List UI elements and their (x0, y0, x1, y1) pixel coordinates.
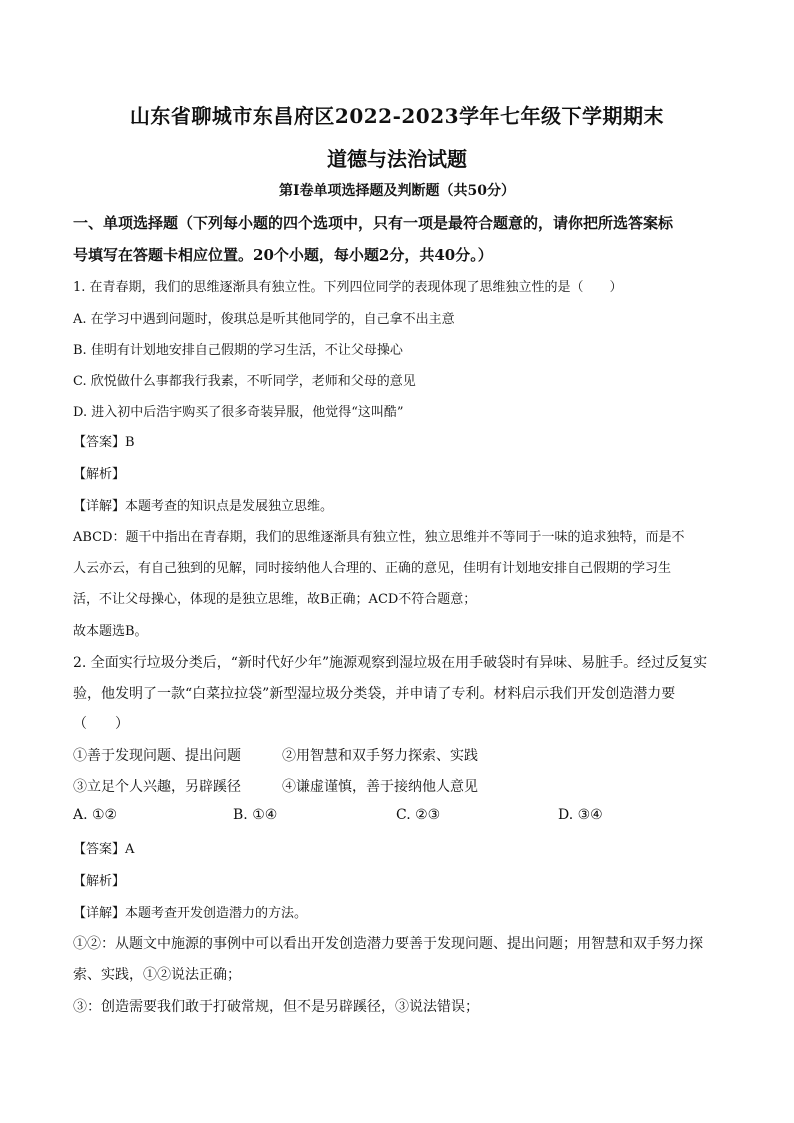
q2-stem-2: 验，他发明了一款“白菜拉拉袋”新型湿垃圾分类袋，并申请了专利。材料启示我们开发创造潜力要 (73, 686, 676, 702)
q1-explanation-4: 故本题选B。 (73, 624, 148, 639)
q2-statement-3: ③立足个人兴趣，另辟蹊径 (73, 779, 241, 795)
q2-option-b: B. ①④ (233, 807, 278, 823)
section-heading-line2: 号填写在答题卡相应位置。20个小题，每小题2分，共40分。） (73, 246, 493, 264)
section-heading-line1: 一、单项选择题（下列每小题的四个选项中，只有一项是最符合题意的，请你把所选答案标 (73, 214, 674, 232)
q2-statement-1: ①善于发现问题、提出问题 (73, 748, 241, 764)
q1-detail: 【详解】本题考查的知识点是发展独立思维。 (73, 499, 334, 514)
q2-option-d: D. ③④ (558, 807, 603, 823)
q2-option-a: A. ①② (73, 807, 118, 823)
q2-statement-4: ④谦虚谨慎，善于接纳他人意见 (282, 779, 478, 795)
q1-stem: 1. 在青春期，我们的思维逐渐具有独立性。下列四位同学的表现体现了思维独立性的是（ ） (73, 280, 623, 295)
q1-analysis-label: 【解析】 (73, 467, 126, 482)
q1-option-b: B. 佳明有计划地安排自己假期的学习生活，不让父母操心 (73, 343, 403, 358)
q2-answer: 【答案】A (73, 842, 135, 857)
q1-option-a: A. 在学习中遇到问题时，俊琪总是听其他同学的，自己拿不出主意 (73, 312, 455, 327)
q1-option-d: D. 进入初中后浩宇购买了很多奇装异服，他觉得“这叫酷” (73, 405, 404, 420)
q2-option-c: C. ②③ (396, 807, 441, 823)
q2-statement-2: ②用智慧和双手努力探索、实践 (282, 748, 478, 764)
q1-explanation-3: 活，不让父母操心，体现的是独立思维，故B正确；ACD不符合题意； (73, 592, 477, 607)
q1-answer: 【答案】B (73, 435, 135, 450)
q2-stem-3: （ ） (73, 716, 129, 732)
q2-detail: 【详解】本题考查开发创造潜力的方法。 (73, 906, 308, 921)
q1-explanation-1: ABCD：题干中指出在青春期，我们的思维逐渐具有独立性，独立思维并不等同于一味的追求独特，而是不 (73, 530, 685, 545)
q2-explanation-1: ①②：从题文中施源的事例中可以看出开发创造潜力要善于发现问题、提出问题；用智慧和双手努力探 (73, 936, 703, 952)
q2-analysis-label: 【解析】 (73, 874, 126, 889)
q1-option-c: C. 欣悦做什么事都我行我素，不听同学，老师和父母的意见 (73, 374, 416, 389)
q1-explanation-2: 人云亦云，有自己独到的见解，同时接纳他人合理的、正确的意见，佳明有计划地安排自己假期的学习生 (73, 561, 672, 576)
exam-title: 山东省聊城市东昌府区2022-2023学年七年级下学期期末 (129, 104, 665, 128)
q2-explanation-3: ③：创造需要我们敢于打破常规，但不是另辟蹊径，③说法错误； (73, 999, 479, 1015)
q2-stem-1: 2. 全面实行垃圾分类后，“新时代好少年”施源观察到湿垃圾在用手破袋时有异味、易脏手。经过反复实 (73, 655, 708, 671)
q2-explanation-2: 索、实践，①②说法正确； (73, 967, 241, 983)
exam-subtitle: 道德与法治试题 (327, 147, 467, 171)
part-title: 第I卷单项选择题及判断题（共50分） (278, 183, 516, 199)
